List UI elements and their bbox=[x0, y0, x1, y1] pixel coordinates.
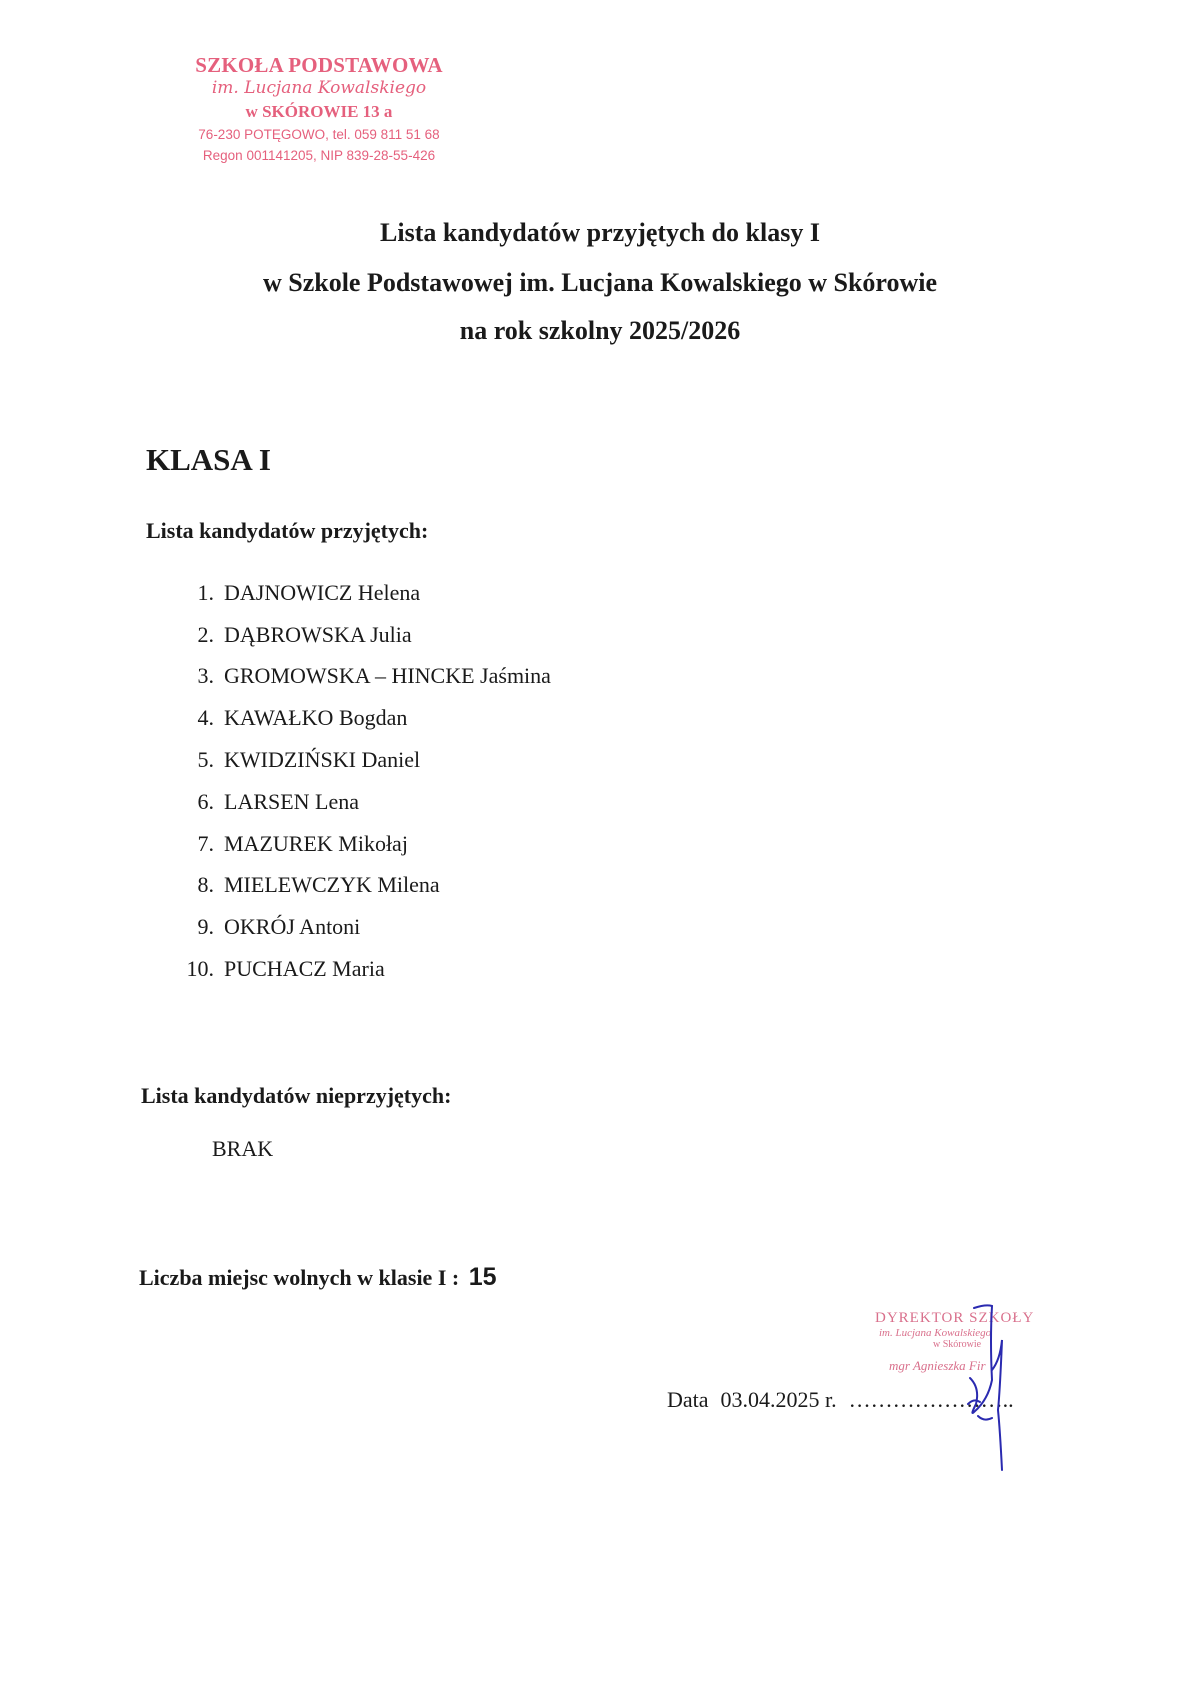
list-number: 4. bbox=[197, 705, 214, 731]
free-places-count: 15 bbox=[468, 1263, 497, 1291]
candidate-name: KWIDZIŃSKI Daniel bbox=[224, 747, 421, 773]
list-item bbox=[172, 781, 551, 823]
list-item bbox=[172, 614, 551, 656]
list-number: 5. bbox=[197, 747, 214, 773]
candidate-name: MIELEWCZYK Milena bbox=[224, 872, 440, 898]
school-stamp-location: w SKÓROWIE 13 a bbox=[245, 102, 393, 121]
school-stamp bbox=[186, 53, 452, 166]
document-title-line1: Lista kandydatów przyjętych do klasy I bbox=[380, 218, 820, 247]
list-item bbox=[172, 697, 551, 739]
director-stamp-name: mgr Agnieszka Fir bbox=[889, 1358, 986, 1373]
rejected-heading: Lista kandydatów nieprzyjętych: bbox=[141, 1083, 452, 1108]
accepted-list bbox=[172, 572, 551, 990]
document-title-line2: w Szkole Podstawowej im. Lucjana Kowalskiego w Skórowie bbox=[262, 268, 938, 297]
school-stamp-regon: Regon 001141205, NIP 839-28-55-426 bbox=[202, 148, 436, 163]
list-number: 10. bbox=[186, 956, 214, 982]
class-heading: KLASA I bbox=[146, 442, 271, 477]
list-item bbox=[172, 948, 551, 990]
signature-dots: ………………….. bbox=[848, 1387, 1014, 1412]
free-places bbox=[139, 1263, 497, 1292]
list-number: 1. bbox=[197, 579, 214, 605]
candidate-name: DĄBROWSKA Julia bbox=[224, 621, 412, 647]
list-item bbox=[172, 865, 551, 907]
school-stamp-patron: im. Lucjana Kowalskiego bbox=[211, 78, 427, 98]
date-label: Data bbox=[667, 1387, 709, 1412]
signature-icon bbox=[940, 1300, 1030, 1480]
director-stamp-patron: im. Lucjana Kowalskiego bbox=[879, 1327, 992, 1339]
school-stamp-address: 76-230 POTĘGOWO, tel. 059 811 51 68 bbox=[198, 127, 440, 142]
director-stamp-location: w Skórowie bbox=[933, 1339, 982, 1350]
rejected-value: BRAK bbox=[212, 1136, 274, 1161]
director-stamp-title: DYREKTOR SZKOŁY bbox=[875, 1310, 1035, 1326]
document-title-line3: na rok szkolny 2025/2026 bbox=[459, 316, 741, 345]
list-item bbox=[172, 739, 551, 781]
list-number: 6. bbox=[197, 788, 214, 814]
list-item bbox=[172, 906, 551, 948]
list-number: 8. bbox=[197, 872, 214, 898]
candidate-name: LARSEN Lena bbox=[224, 788, 360, 814]
candidate-name: KAWAŁKO Bogdan bbox=[224, 705, 408, 731]
candidate-name: DAJNOWICZ Helena bbox=[224, 579, 421, 605]
candidate-name: GROMOWSKA – HINCKE Jaśmina bbox=[224, 663, 551, 689]
school-stamp-name: SZKOŁA PODSTAWOWA bbox=[195, 53, 443, 77]
list-item bbox=[172, 656, 551, 698]
candidate-name: PUCHACZ Maria bbox=[224, 956, 385, 982]
accepted-heading: Lista kandydatów przyjętych: bbox=[146, 518, 429, 543]
candidate-name: OKRÓJ Antoni bbox=[224, 914, 361, 940]
list-number: 2. bbox=[197, 621, 214, 647]
list-number: 9. bbox=[197, 914, 214, 940]
date-value: 03.04.2025 r. bbox=[720, 1387, 837, 1412]
candidate-name: MAZUREK Mikołaj bbox=[224, 830, 408, 856]
list-item bbox=[172, 572, 551, 614]
list-number: 7. bbox=[197, 830, 214, 856]
free-places-label: Liczba miejsc wolnych w klasie I : bbox=[139, 1265, 460, 1290]
list-number: 3. bbox=[197, 663, 214, 689]
list-item bbox=[172, 823, 551, 865]
